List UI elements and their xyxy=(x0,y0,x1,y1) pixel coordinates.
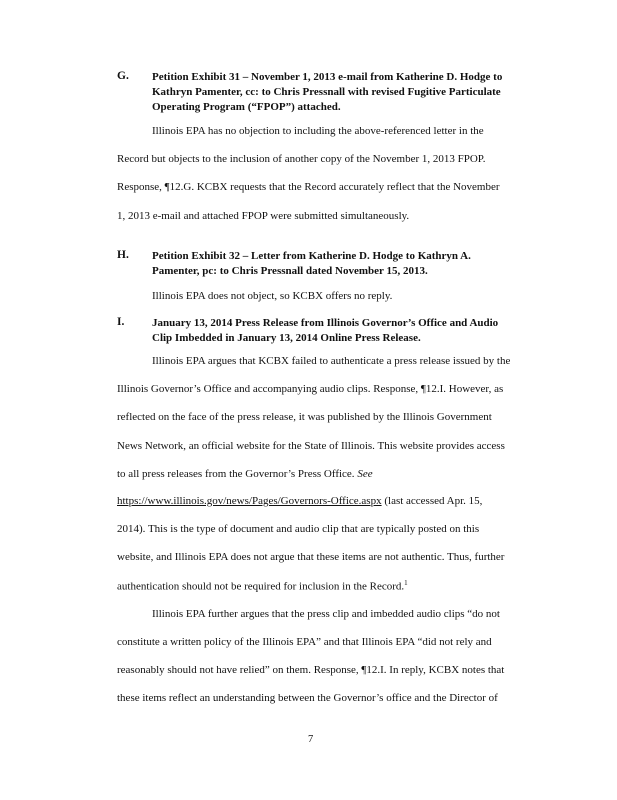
section-i-body-line: reasonably should not have relied” on them. Response, ¶12.I. In reply, KCBX notes that xyxy=(117,664,505,676)
section-i-body-line: Illinois EPA further argues that the press clip and imbedded audio clips “do not xyxy=(152,608,500,620)
section-label-h: H. xyxy=(117,249,129,261)
section-heading-i-line1: January 13, 2014 Press Release from Illinois Governor’s Office and Audio xyxy=(152,317,499,329)
section-heading-g-line3: Operating Program (“FPOP”) attached. xyxy=(152,101,341,113)
section-i-body-line xyxy=(117,468,373,480)
section-heading-h-line1: Petition Exhibit 32 – Letter from Katherine D. Hodge to Kathryn A. xyxy=(152,250,471,262)
section-g-body-line: Response, ¶12.G. KCBX requests that the Record accurately reflect that the November xyxy=(117,181,500,193)
section-i-body-line: website, and Illinois EPA does not argue that these items are not authentic. Thus, further xyxy=(117,551,505,563)
section-i-body-line: 2014). This is the type of document and audio clip that are typically posted on this xyxy=(117,523,480,535)
section-g-body-line: 1, 2013 e-mail and attached FPOP were submitted simultaneously. xyxy=(117,210,410,222)
see-text: to all press releases from the Governor’s Press Office. See xyxy=(117,468,373,480)
footnote-marker[interactable]: 1 xyxy=(404,579,408,587)
section-heading-g-line1: Petition Exhibit 31 – November 1, 2013 e-mail from Katherine D. Hodge to xyxy=(152,71,503,83)
section-g-body-line: Record but objects to the inclusion of another copy of the November 1, 2013 FPOP. xyxy=(117,153,486,165)
see-signal: See xyxy=(357,468,373,480)
authentication-text: authentication should not be required for inclusion in the Record. xyxy=(117,580,405,593)
governors-office-link[interactable]: https://www.illinois.gov/news/Pages/Governors-Office.aspx xyxy=(117,495,382,507)
section-g-body-line: Illinois EPA has no objection to including the above-referenced letter in the xyxy=(152,125,484,137)
section-i-body-line: Illinois Governor’s Office and accompanying audio clips. Response, ¶12.I. However, as xyxy=(117,383,504,395)
section-i-body-line: constitute a written policy of the Illinois EPA” and that Illinois EPA “did not rely and xyxy=(117,636,492,648)
section-h-body-line: Illinois EPA does not object, so KCBX offers no reply. xyxy=(152,290,393,302)
citation-line xyxy=(117,495,482,507)
section-i-body-line: these items reflect an understanding between the Governor’s office and the Director of xyxy=(117,692,498,704)
section-i-body-line xyxy=(117,579,408,593)
section-heading-i-line2: Clip Imbedded in January 13, 2014 Online Press Release. xyxy=(152,332,421,344)
section-i-body-line: reflected on the face of the press release, it was published by the Illinois Government xyxy=(117,411,492,423)
access-date-text: (last accessed Apr. 15, xyxy=(381,495,483,507)
section-heading-g-line2: Kathryn Pamenter, cc: to Chris Pressnall with revised Fugitive Particulate xyxy=(152,86,501,98)
section-heading-h-line2: Pamenter, pc: to Chris Pressnall dated November 15, 2013. xyxy=(152,265,428,277)
section-i-body-line: News Network, an official website for the State of Illinois. This website provides access xyxy=(117,440,505,452)
page-number: 7 xyxy=(308,734,314,745)
section-label-i: I. xyxy=(117,316,125,328)
section-i-body-line: Illinois EPA argues that KCBX failed to authenticate a press release issued by the xyxy=(152,355,511,367)
section-label-g: G. xyxy=(117,70,129,82)
